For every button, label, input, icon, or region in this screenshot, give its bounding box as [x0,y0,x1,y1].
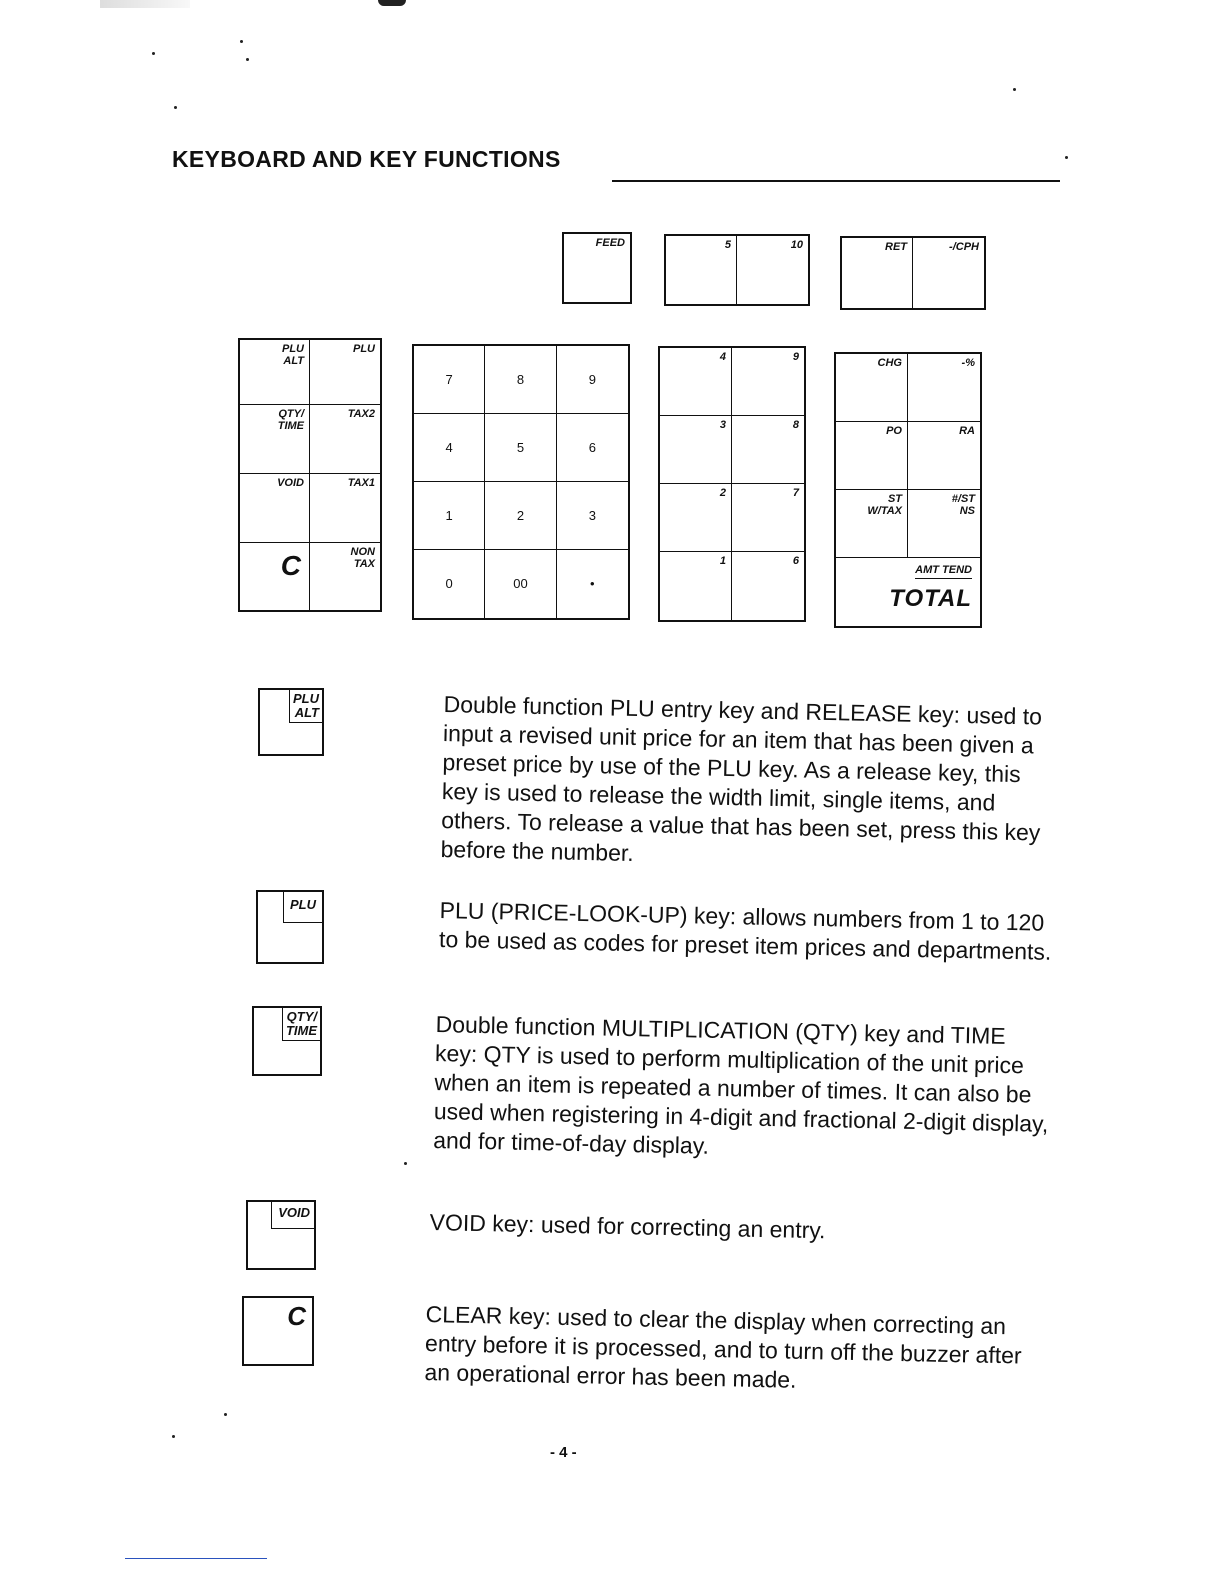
bottom-rule [125,1558,267,1559]
nst-ns-key[interactable]: #/ST NS [908,490,980,558]
key-label: QTY/ TIME [282,1008,320,1041]
key-group-5-10 [664,234,810,306]
scan-speck [404,1162,407,1165]
void-key[interactable]: VOID [240,474,310,543]
dept-key-2[interactable]: 2 [660,484,732,552]
dept-key-10[interactable]: 10 [790,239,803,251]
scan-speck [246,58,249,61]
num-key-3[interactable]: 3 [557,482,628,550]
chg-key[interactable]: CHG [836,354,908,422]
num-key-00[interactable]: 00 [485,550,556,618]
scan-speck [172,1435,175,1438]
dept-key-8[interactable]: 8 [732,416,804,484]
void-description: VOID key: used for correcting an entry. [429,1208,826,1244]
key-label: PLU [283,892,322,923]
scan-speck [1065,156,1068,159]
dept-key-7[interactable]: 7 [732,484,804,552]
page-number: - 4 - [550,1444,577,1461]
tax2-key[interactable]: TAX2 [310,405,380,474]
po-key[interactable]: PO [836,422,908,490]
ra-key[interactable]: RA [908,422,980,490]
plu-alt-key-illustration [258,688,324,756]
heading-rule [612,180,1060,182]
num-key-5[interactable]: 5 [485,414,556,482]
scan-speck [1013,88,1016,91]
dept-key-9[interactable]: 9 [732,348,804,416]
plu-alt-key[interactable]: PLU ALT [240,340,310,405]
scan-speck [174,106,177,109]
minus-percent-key[interactable]: -% [908,354,980,422]
clear-key-illustration [242,1296,314,1366]
key-label: VOID [271,1202,314,1229]
clear-key[interactable]: C [240,543,310,610]
right-function-keys [834,352,982,628]
clear-description: CLEAR key: used to clear the display when correcting an entry before it is processed, and to turn off the buzzer after an operational error has been made. [424,1300,1022,1393]
dept-key-3[interactable]: 3 [660,416,732,484]
feed-key[interactable]: FEED [595,237,625,249]
numeric-keypad [412,344,630,620]
left-function-keys [238,338,382,612]
subtotal-wtax-key[interactable]: ST W/TAX [836,490,908,558]
scan-speck [224,1413,227,1416]
plu-key-illustration [256,890,324,964]
qty-time-key-illustration [252,1006,322,1076]
plu-alt-description: Double function PLU entry key and RELEASE key: used to input a revised unit price for an item that has been given a preset price by use of the PLU key. As a release key, this key is used to release the width limit, single items, and others. To release a value that has been set, press this key before the number. [440,690,1043,867]
num-key-2[interactable]: 2 [485,482,556,550]
plu-key[interactable]: PLU [310,340,380,405]
decimal-point-key[interactable]: • [590,576,595,591]
key-label: C [287,1301,306,1331]
num-key-4[interactable]: 4 [414,414,485,482]
num-key-1[interactable]: 1 [414,482,485,550]
scan-mark [378,0,406,6]
num-key-9[interactable]: 9 [557,346,628,414]
qty-time-description: Double function MULTIPLICATION (QTY) key and TIME key: QTY is used to perform multiplication of the unit price when an item is repeated a number of times. It can also be used when registering in 4-digit and fractional 2-digit display, and for time-of-day display. [433,1010,1049,1159]
scan-speck [240,40,243,43]
cph-key[interactable]: -/CPH [949,241,979,253]
num-key-0[interactable]: 0 [414,550,485,618]
non-tax-key[interactable]: NON TAX [350,545,375,570]
key-group-ret-cph [840,236,986,310]
qty-time-key[interactable]: QTY/ TIME [240,405,310,474]
dept-key-1[interactable]: 1 [660,552,732,620]
key-label: PLU ALT [289,690,322,723]
tax1-key[interactable]: TAX1 [310,474,380,543]
scan-smudge [100,0,190,8]
ret-key[interactable]: RET [842,238,913,308]
department-keys [658,346,806,622]
dept-key-4[interactable]: 4 [660,348,732,416]
dept-key-6[interactable]: 6 [792,555,799,567]
void-key-illustration [246,1200,316,1270]
scan-speck [152,52,155,55]
num-key-6[interactable]: 6 [557,414,628,482]
num-key-7[interactable]: 7 [414,346,485,414]
num-key-8[interactable]: 8 [485,346,556,414]
dept-key-5[interactable]: 5 [666,236,737,304]
page-title: KEYBOARD AND KEY FUNCTIONS [172,146,561,172]
feed-key-group [562,232,632,304]
total-key[interactable]: AMT TEND TOTAL [889,564,972,612]
plu-description: PLU (PRICE-LOOK-UP) key: allows numbers from 1 to 120 to be used as codes for preset item prices and departments. [438,896,1052,965]
